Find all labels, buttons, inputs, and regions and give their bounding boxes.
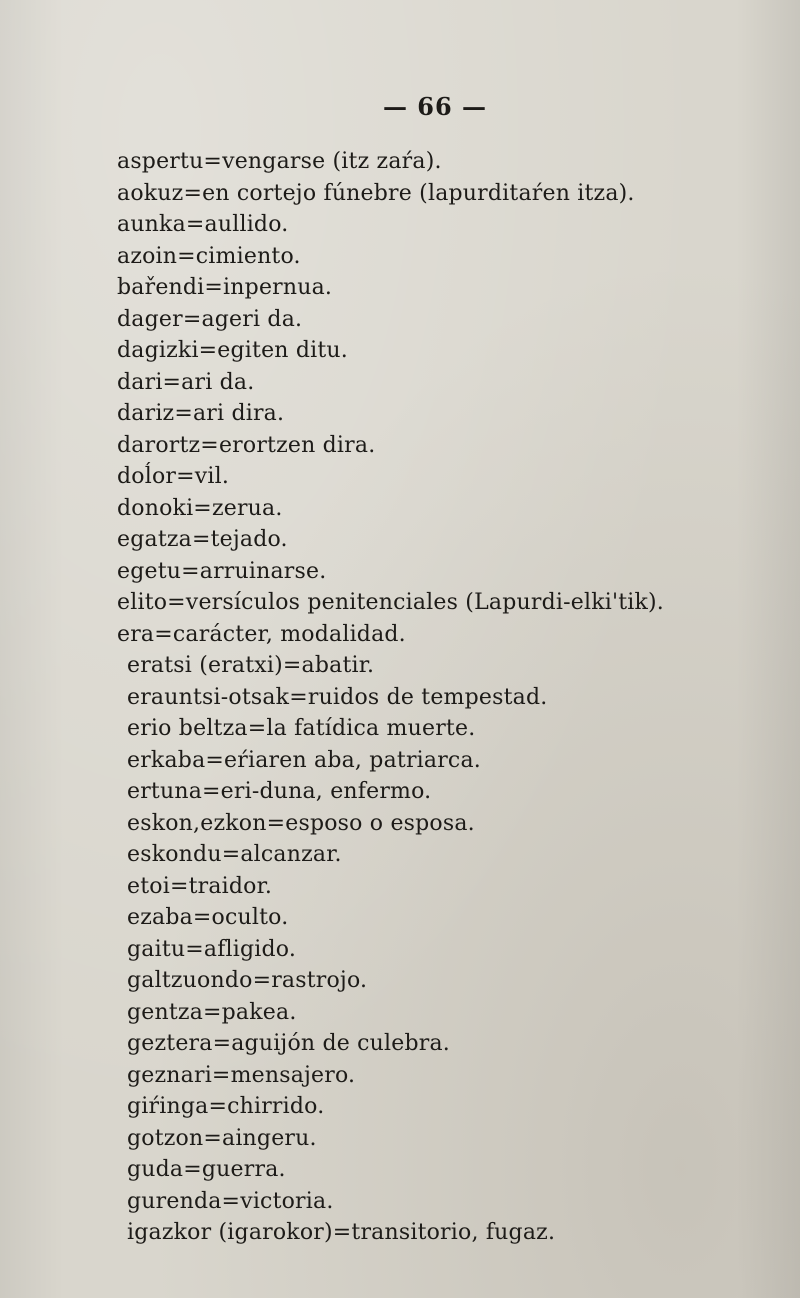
glossary-entry: gurenda=victoria. xyxy=(127,1188,334,1214)
glossary-entry: aunka=aullido. xyxy=(117,212,289,237)
glossary-entry: doĺor=vil. xyxy=(117,464,230,489)
glossary-entry: erio beltza=la fatídica muerte. xyxy=(127,716,476,741)
glossary-entry: guda=guerra. xyxy=(127,1157,286,1182)
glossary-entry: bařendi=inpernua. xyxy=(117,275,333,300)
glossary-entry: gentza=pakea. xyxy=(127,999,297,1025)
glossary-entry: geztera=aguijón de culebra. xyxy=(127,1031,451,1056)
glossary-entry: etoi=traidor. xyxy=(127,873,273,899)
glossary-entry: galtzuondo=rastrojo. xyxy=(127,968,368,993)
glossary-list xyxy=(117,146,664,1249)
glossary-entry: giŕinga=chirrido. xyxy=(127,1094,325,1119)
glossary-entry: geznari=mensajero. xyxy=(127,1062,356,1088)
page-number: — 66 — xyxy=(382,92,488,121)
glossary-entry: egetu=arruinarse. xyxy=(117,558,327,584)
glossary-entry: egatza=tejado. xyxy=(117,527,288,552)
glossary-entry: era=carácter, modalidad. xyxy=(117,621,406,647)
glossary-entry: dager=ageri da. xyxy=(117,306,303,332)
glossary-entry: eskondu=alcanzar. xyxy=(127,842,342,867)
glossary-entry: donoki=zerua. xyxy=(117,495,283,521)
glossary-entry: dari=ari da. xyxy=(117,369,255,395)
glossary-entry: igazkor (igarokor)=transitorio, fugaz. xyxy=(127,1220,556,1245)
glossary-entry: eratsi (eratxi)=abatir. xyxy=(127,653,375,678)
glossary-entry: ertuna=eri-duna, enfermo. xyxy=(127,779,432,804)
glossary-entry: erauntsi-otsak=ruidos de tempestad. xyxy=(127,684,548,710)
glossary-entry: dagizki=egiten ditu. xyxy=(117,338,348,363)
glossary-entry: eskon,ezkon=esposo o esposa. xyxy=(127,810,475,836)
glossary-entry: elito=versículos penitenciales (Lapurdi-elki'tik). xyxy=(117,590,664,615)
glossary-entry: gaitu=afligido. xyxy=(127,936,297,962)
glossary-entry: dariz=ari dira. xyxy=(117,401,285,426)
glossary-entry: gotzon=aingeru. xyxy=(127,1125,317,1151)
glossary-entry: darortz=erortzen dira. xyxy=(117,432,376,458)
glossary-entry: erkaba=eŕiaren aba, patriarca. xyxy=(127,747,481,773)
glossary-entry: azoin=cimiento. xyxy=(117,243,301,269)
glossary-entry: aokuz=en cortejo fúnebre (lapurditaŕen itza). xyxy=(117,180,635,206)
glossary-entry: ezaba=oculto. xyxy=(127,905,289,930)
glossary-entry: aspertu=vengarse (itz zaŕa). xyxy=(117,149,442,174)
